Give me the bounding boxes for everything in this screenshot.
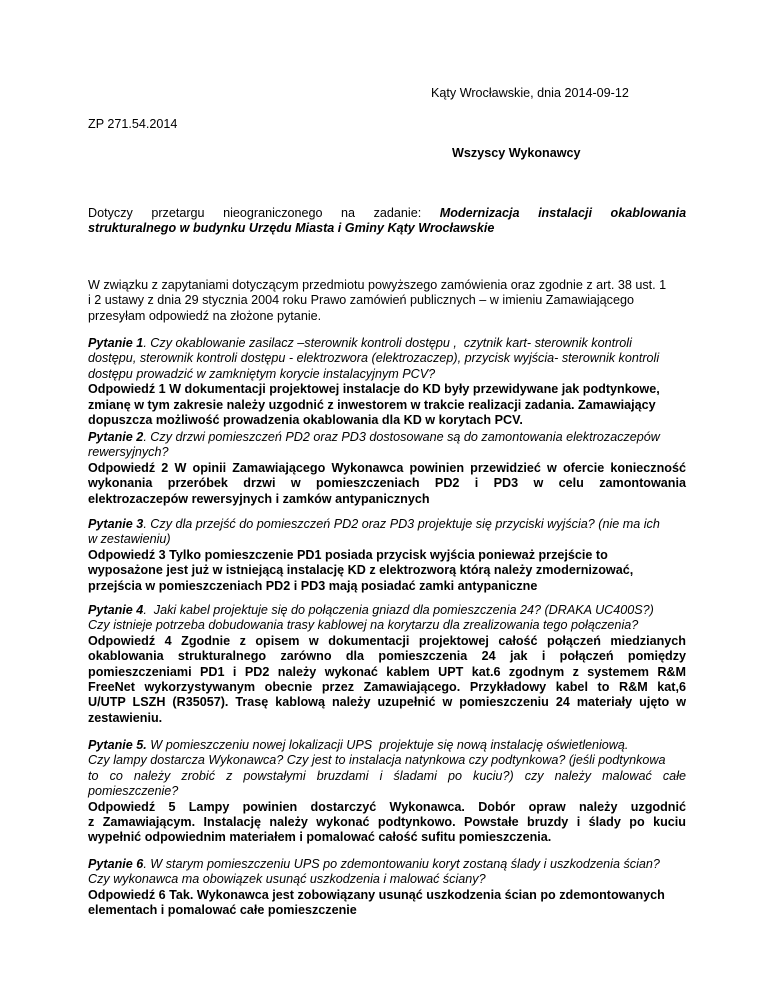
question-text: . Czy dla przejść do pomieszczeń PD2 oraz PD3 projektuje się przyciski wyjścia? (nie ma ich [143, 517, 660, 531]
question-label: Pytanie 6 [88, 857, 144, 871]
answer-line: Odpowiedź 4 Zgodnie z opisem w dokumentacji projektowej całość połączeń miedzianych [88, 633, 686, 648]
intro-line: W związku z zapytaniami dotyczącym przedmiotu powyższego zamówienia oraz zgodnie z art. 38 ust. 1 [88, 278, 667, 292]
answer-line: elementach i pomalować całe pomieszczenie [88, 903, 357, 918]
question-text: W pomieszczeniu nowej lokalizacji UPS projektuje się nową instalację oświetleniową. [146, 738, 629, 752]
answer-line: pomieszczeniami PD1 i PD2 należy wykonać kablem UPT kat.6 zgodnym z systemem R&M [88, 664, 686, 679]
question-line: dostępu prowadzić w zamkniętym korycie instalacyjnym PCV? [88, 366, 436, 381]
answer-line: wyposażone jest już w istniejącą instalację KD z elektrozworą którą należy zmodernizować, [88, 563, 634, 578]
answer-line: okablowania strukturalnego zarówno dla pomieszczenia 24 jak i połączeń pomiędzy [88, 649, 686, 664]
question-5 [88, 738, 686, 846]
answer-line: zmianę w tym zakresie należy uzgodnić z inwestorem w trakcie realizacji zadania. Zamawiający [88, 397, 656, 412]
question-2 [88, 430, 686, 507]
question-line: Czy wykonawca ma obowiązek usunąć uszkodzenia i malować ściany? [88, 872, 486, 887]
answer-line: dopuszcza możliwość prowadzenia okablowania dla KD w korytach PCV. [88, 413, 523, 428]
question-3 [88, 517, 686, 594]
question-label: Pytanie 1 [88, 336, 144, 350]
question-line: pomieszczenie? [88, 784, 179, 799]
subject-word: Dotyczy [88, 206, 133, 220]
answer-line: wypełnić odpowiednim materiałem i pomalować całość sufitu pomieszczenia. [88, 830, 552, 845]
question-label: Pytanie 3 [88, 517, 144, 531]
intro-line: i 2 ustawy z dnia 29 stycznia 2004 roku Prawo zamówień publicznych – w imieniu Zamawiającego [88, 293, 634, 308]
subject-title-word: Modernizacja [439, 206, 520, 220]
recipient: Wszyscy Wykonawcy [452, 146, 581, 160]
subject-title-line-2: strukturalnego w budynku Urzędu Miasta i Gminy Kąty Wrocławskie [88, 221, 495, 236]
question-line [88, 857, 686, 872]
question-line [88, 738, 686, 753]
intro-paragraph [88, 278, 686, 324]
subject-title-word: instalacji [538, 206, 592, 220]
question-label: Pytanie 5. [88, 738, 147, 752]
question-text: . Jaki kabel projektuje się do połączenia gniazd dla pomieszczenia 24? (DRAKA UC400S?) [143, 603, 654, 617]
answer-line: Odpowiedź 2 W opinii Zamawiającego Wykonawca powinien przewidzieć w ofercie konieczność [88, 460, 686, 475]
question-line: w zestawieniu) [88, 532, 171, 547]
question-line [88, 517, 686, 532]
question-label: Pytanie 4 [88, 603, 144, 617]
answer-line: FreeNet wykorzystywanym obecnie przez Zamawiającego. Przykładowy kabel to R&M kat,6 [88, 680, 686, 695]
question-line: Czy istnieje potrzeba dobudowania trasy kablowej na korytarzu dla zrealizowania tego połączenia? [88, 618, 639, 633]
answer-line: przejścia w pomieszczeniach PD2 i PD3 mają posiadać zamki antypaniczne [88, 578, 538, 593]
question-line: to co należy zrobić z powstałymi bruzdami i śladami po kuciu?) czy należy malować całe [88, 768, 686, 783]
subject-title-word: okablowania [610, 206, 687, 220]
question-text: . W starym pomieszczeniu UPS po zdemontowaniu koryt zostaną ślady i uszkodzenia ścian? [143, 857, 660, 871]
subject-word: przetargu [151, 206, 205, 220]
question-1 [88, 336, 686, 428]
answer-line: Odpowiedź 5 Lampy powinien dostarczyć Wykonawca. Dobór opraw należy uzgodnić [88, 799, 686, 814]
question-4 [88, 603, 686, 726]
subject-line-1 [88, 206, 686, 221]
answer-line: z Zamawiającym. Instalację należy wykonać podtynkowo. Powstałe bruzdy i ślady po kuciu [88, 815, 686, 830]
question-text: . Czy okablowanie zasilacz –sterownik kontroli dostępu , czytnik kart- sterownik kontroli [143, 336, 632, 350]
intro-line: przesyłam odpowiedź na złożone pytanie. [88, 308, 322, 323]
question-6 [88, 857, 686, 919]
question-text: . Czy drzwi pomieszczeń PD2 oraz PD3 dostosowane są do zamontowania elektrozaczepów [143, 430, 660, 444]
place-and-date: Kąty Wrocławskie, dnia 2014-09-12 [431, 86, 629, 100]
reference-number: ZP 271.54.2014 [88, 117, 178, 131]
answer-line: U/UTP LSZH (R35057). Trasę kablową należy uzupełnić w pomieszczeniu 24 materiały ujęto w [88, 695, 686, 710]
question-line [88, 336, 686, 351]
subject-word: nieograniczonego [223, 206, 323, 220]
subject-paragraph [88, 206, 686, 237]
answer-line: elektrozaczepów rewersyjnych i zamków antypanicznych [88, 491, 430, 506]
answer-line: Odpowiedź 1 W dokumentacji projektowej instalacje do KD były przewidywane jak podtynkowe, [88, 382, 660, 397]
answer-line: zestawieniu. [88, 710, 163, 725]
question-line: rewersyjnych? [88, 445, 169, 460]
question-line: Czy lampy dostarcza Wykonawca? Czy jest to instalacja natynkowa czy podtynkowa? (jeśli podtynkowa [88, 753, 666, 768]
subject-word: na [341, 206, 356, 220]
question-label: Pytanie 2 [88, 430, 144, 444]
subject-word: zadanie: [373, 206, 422, 220]
answer-line: Odpowiedź 6 Tak. Wykonawca jest zobowiązany usunąć uszkodzenia ścian po zdemontowanych [88, 887, 665, 902]
question-line [88, 430, 686, 445]
answer-line: wykonania przeróbek drzwi w pomieszczeniach PD2 i PD3 w celu zamontowania [88, 476, 686, 491]
question-line [88, 603, 686, 618]
answer-line: Odpowiedź 3 Tylko pomieszczenie PD1 posiada przycisk wyjścia ponieważ przejście to [88, 547, 608, 562]
question-line: dostępu, sterownik kontroli dostępu - elektrozwora (elektrozaczep), przycisk wyjścia- sterownik kontroli [88, 351, 660, 366]
